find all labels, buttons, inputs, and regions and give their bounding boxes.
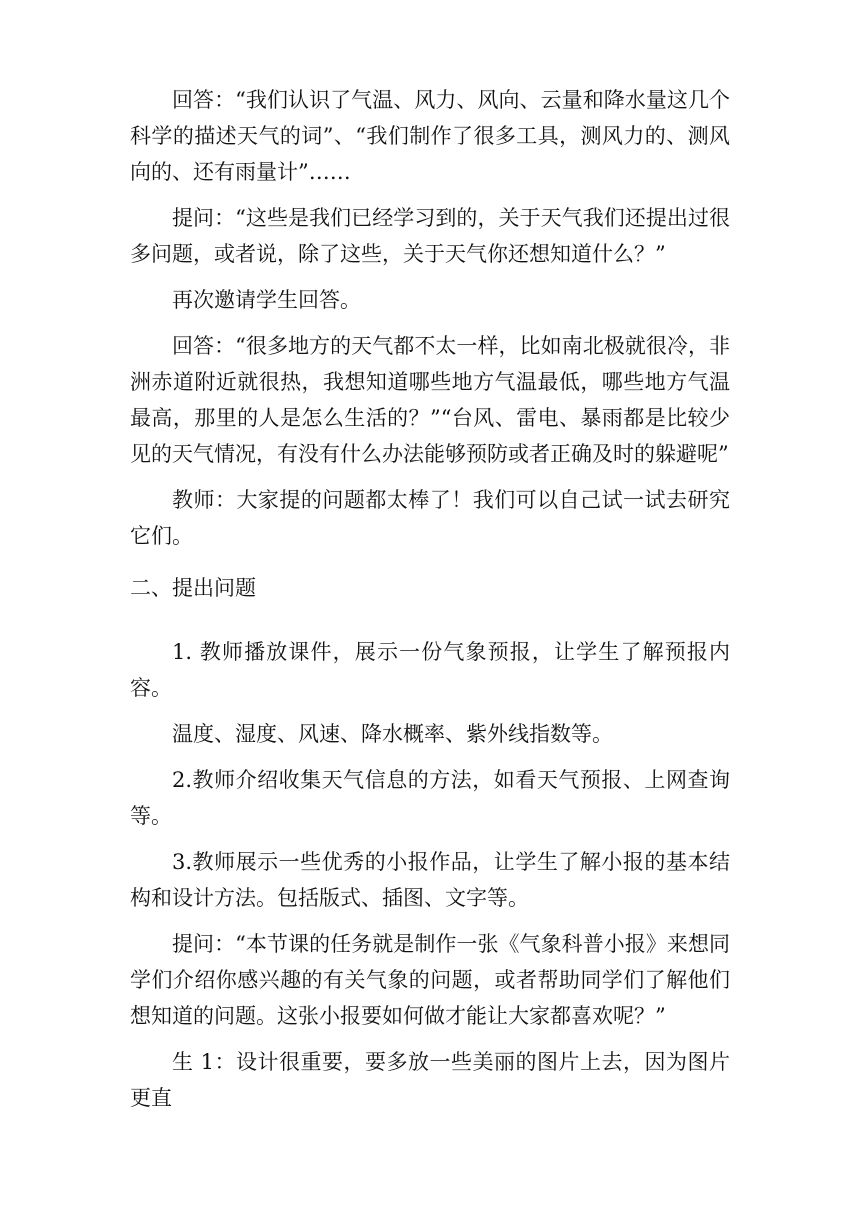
paragraph-question-1: 提问：“这些是我们已经学习到的，关于天气我们还提出过很多问题，或者说，除了这些，关于天气你还想知道什么？” (130, 206, 730, 266)
paragraph-answer-2: 回答：“很多地方的天气都不太一样，比如南北极就很冷，非洲赤道附近就很热，我想知道哪些地方气温最低，哪些地方气温最高，那里的人是怎么生活的？”“台风、雷电、暴雨都是比较少见的天气情况，有没有什么办法能够预防或者正确及时的躲避呢” (130, 334, 730, 466)
list-item-3: 3.教师展示一些优秀的小报作品，让学生了解小报的基本结构和设计方法。包括版式、插图、文字等。 (130, 850, 730, 910)
paragraph-question-2: 提问：“本节课的任务就是制作一张《气象科普小报》来想同学们介绍你感兴趣的有关气象的问题，或者帮助同学们了解他们想知道的问题。这张小报要如何做才能让大家都喜欢呢？” (130, 932, 730, 1028)
paragraph-student-1: 生 1：设计很重要，要多放一些美丽的图片上去，因为图片更直 (130, 1050, 730, 1110)
list-item-detail: 温度、湿度、风速、降水概率、紫外线指数等。 (172, 722, 613, 746)
list-item-1: 1. 教师播放课件，展示一份气象预报，让学生了解预报内容。 (130, 640, 730, 700)
paragraph-invite: 再次邀请学生回答。 (172, 288, 361, 312)
document-body (130, 82, 730, 1126)
paragraph-answer-1: 回答：“我们认识了气温、风力、风向、云量和降水量这几个科学的描述天气的词”、“我们制作了很多工具，测风力的、测风向的、还有雨量计”…… (130, 88, 730, 184)
paragraph-teacher: 教师：大家提的问题都太棒了！我们可以自己试一试去研究它们。 (130, 488, 730, 548)
list-item-2: 2.教师介绍收集天气信息的方法，如看天气预报、上网查询等。 (130, 768, 730, 828)
section-heading: 二、提出问题 (130, 576, 256, 600)
